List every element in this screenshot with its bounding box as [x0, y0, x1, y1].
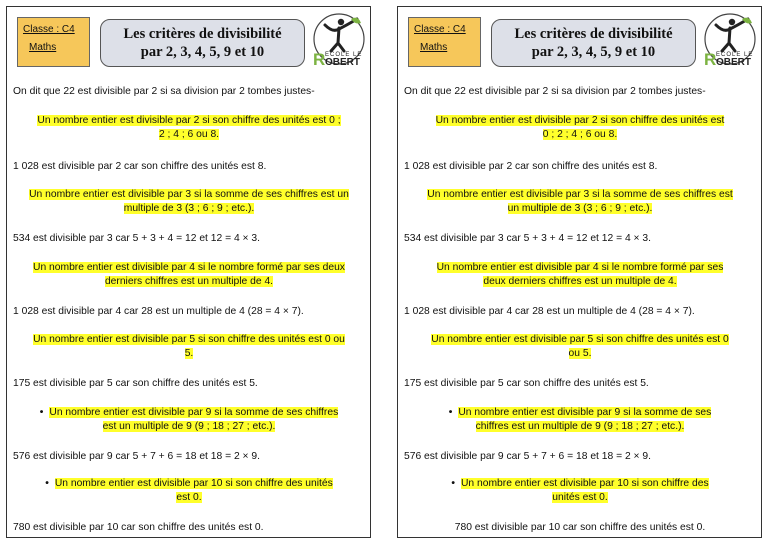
- rule-div-9: • Un nombre entier est divisible par 9 si la somme de ses chiffres est un multiple de 9 (9 ; 18 ; 27 ; etc.).: [448, 407, 712, 432]
- rule-div-5: Un nombre entier est divisible par 5 si son chiffre des unités est 0 ou 5.: [33, 334, 345, 359]
- example-div-4: 1 028 est divisible par 4 car 28 est un multiple de 4 (28 = 4 × 7).: [404, 306, 695, 317]
- example-div-3: 534 est divisible par 3 car 5 + 3 + 4 = 12 et 12 = 4 × 3.: [404, 233, 652, 244]
- svg-text:OBERT: OBERT: [325, 57, 360, 68]
- page-title: [491, 19, 696, 67]
- class-label: Classe : C4: [23, 24, 75, 35]
- intro-text: On dit que 22 est divisible par 2 si sa division par 2 tombes justes-: [404, 86, 706, 97]
- bullet-icon: •: [39, 407, 44, 418]
- subject-label: Maths: [29, 42, 57, 53]
- rule-div-9: • Un nombre entier est divisible par 9 si la somme de ses chiffres est un multiple de 9 (9 ; 18 ; 27 ; etc.).: [39, 407, 339, 432]
- bullet-icon: •: [45, 478, 49, 489]
- example-div-3: 534 est divisible par 3 car 5 + 3 + 4 = 12 et 12 = 4 × 3.: [13, 233, 261, 244]
- page-title: [100, 19, 305, 67]
- class-box: [408, 17, 481, 67]
- example-div-9: 576 est divisible par 9 car 5 + 7 + 6 = 18 et 18 = 2 × 9.: [13, 451, 261, 462]
- rule-div-10: • Un nombre entier est divisible par 10 si son chiffre des unités est 0.: [451, 478, 709, 503]
- svg-text:OBERT: OBERT: [716, 57, 751, 68]
- example-div-10: 780 est divisible par 10 car son chiffre des unités est 0.: [13, 522, 264, 533]
- sheet-header: [7, 7, 370, 77]
- svg-text:ECOLE LE: ECOLE LE: [325, 52, 363, 58]
- rule-div-3: Un nombre entier est divisible par 3 si la somme de ses chiffres est un multiple de 3 (3 ; 6 ; 9 ; etc.).: [29, 189, 349, 214]
- svg-text:ECOLE LE: ECOLE LE: [716, 52, 754, 58]
- subject-label: Maths: [420, 42, 448, 53]
- rule-div-2: Un nombre entier est divisible par 2 si son chiffre des unités est 0 ; 2 ; 4 ; 6 ou 8.: [37, 115, 341, 140]
- rule-div-3: Un nombre entier est divisible par 3 si la somme de ses chiffres est un multiple de 3 (3 ; 6 ; 9 ; etc.).: [427, 189, 733, 214]
- worksheet-left: [6, 6, 371, 538]
- rule-div-10: • Un nombre entier est divisible par 10 si son chiffre des unités est 0.: [45, 478, 333, 503]
- title-line-2: par 2, 3, 4, 5, 9 et 10: [531, 44, 656, 60]
- bullet-icon: •: [448, 407, 453, 418]
- title-line-1: Les critères de divisibilité: [123, 26, 282, 42]
- sheet-header: [398, 7, 761, 77]
- rule-div-5: Un nombre entier est divisible par 5 si son chiffre des unités est 0 ou 5.: [431, 334, 729, 359]
- example-div-2: 1 028 est divisible par 2 car son chiffre des unités est 8.: [404, 161, 658, 172]
- rule-div-2: Un nombre entier est divisible par 2 si son chiffre des unités est 0 ; 2 ; 4 ; 6 ou 8.: [435, 115, 725, 140]
- worksheet-right: [397, 6, 762, 538]
- svg-text:R: R: [704, 50, 717, 69]
- class-label: Classe : C4: [414, 24, 466, 35]
- intro-text: On dit que 22 est divisible par 2 si sa division par 2 tombes justes-: [13, 86, 315, 97]
- example-div-9: 576 est divisible par 9 car 5 + 7 + 6 = 18 et 18 = 2 × 9.: [404, 451, 652, 462]
- rule-div-4: Un nombre entier est divisible par 4 si le nombre formé par ses deux derniers chiffres est un multiple de 4.: [33, 262, 345, 287]
- title-line-1: Les critères de divisibilité: [514, 26, 673, 42]
- rule-div-4: Un nombre entier est divisible par 4 si le nombre formé par ses deux derniers chiffres est un multiple de 4.: [436, 262, 724, 287]
- ecole-le-robert-logo: [311, 13, 367, 71]
- example-div-2: 1 028 est divisible par 2 car son chiffre des unités est 8.: [13, 161, 267, 172]
- bullet-icon: •: [451, 478, 455, 489]
- ecole-le-robert-logo: [702, 13, 758, 71]
- example-div-5: 175 est divisible par 5 car son chiffre des unités est 5.: [404, 378, 649, 389]
- example-div-4: 1 028 est divisible par 4 car 28 est un multiple de 4 (28 = 4 × 7).: [13, 306, 304, 317]
- svg-text:R: R: [313, 50, 326, 69]
- class-box: [17, 17, 90, 67]
- example-div-5: 175 est divisible par 5 car son chiffre des unités est 5.: [13, 378, 258, 389]
- title-line-2: par 2, 3, 4, 5, 9 et 10: [140, 44, 265, 60]
- example-div-10: 780 est divisible par 10 car son chiffre des unités est 0.: [454, 522, 706, 533]
